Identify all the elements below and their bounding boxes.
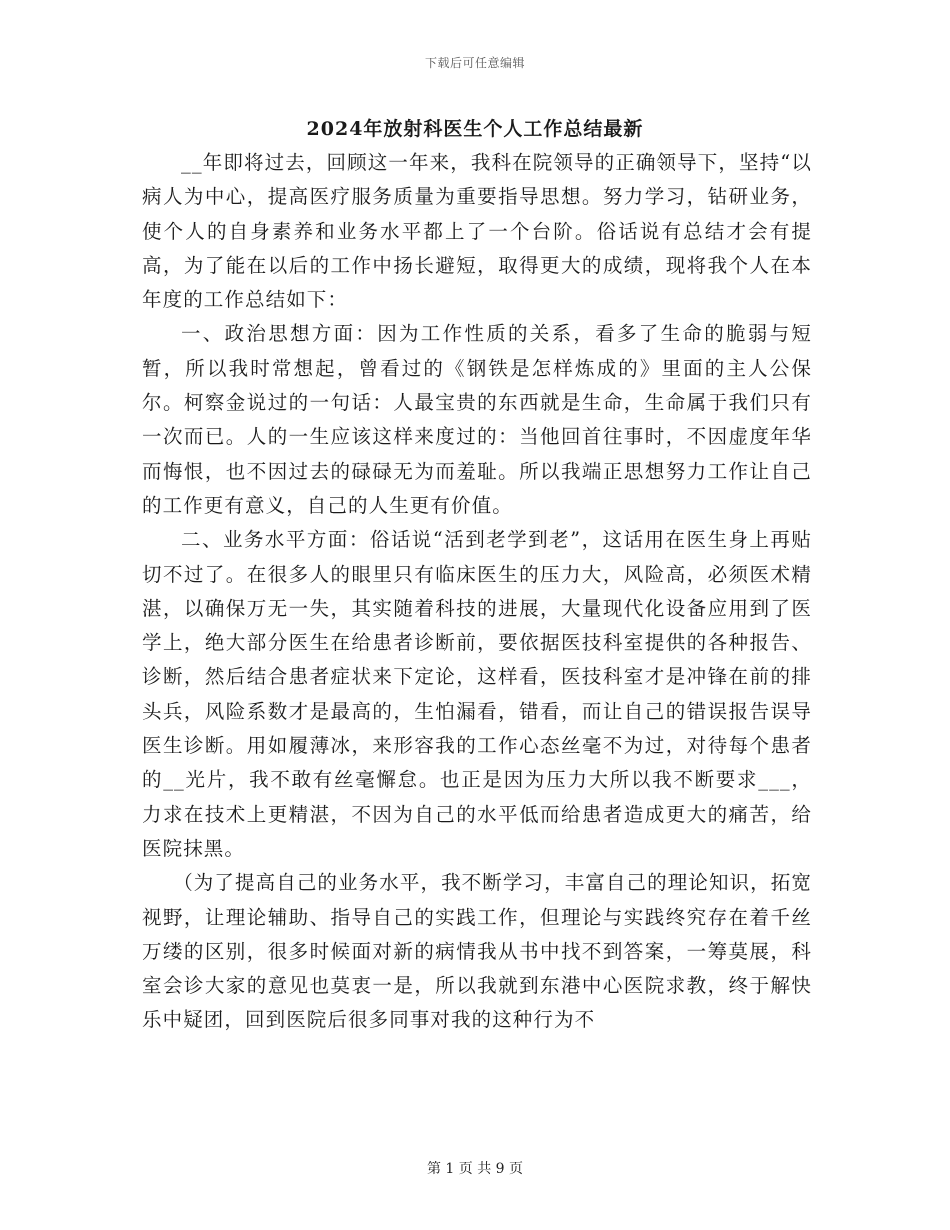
paragraph-professional: 二、业务水平方面：俗话说“活到老学到老”，这话用在医生身上再贴切不过了。在很多人的眼里只有临床医生的压力大，风险高，必须医术精湛，以确保万无一失，其实随着科技的进展，大量现代化设备应用到了医学上，绝大部分医生在给患者诊断前，要依据医技科室提供的各种报告、诊断，然后结合患者症状来下定论，这样看，医技科室才是冲锋在前的排头兵，风险系数才是最高的，生怕漏看，错看，而让自己的错误报告误导医生诊断。用如履薄冰，来形容我的工作心态丝毫不为过，对待每个患者的__光片，我不敢有丝毫懈怠。也正是因为压力大所以我不断要求___，力求在技术上更精湛，不因为自己的水平低而给患者造成更大的痛苦，给医院抹黑。: [142, 528, 812, 860]
paragraph-political: 一、政治思想方面：因为工作性质的关系，看多了生命的脆弱与短暂，所以我时常想起，曾看过的《钢铁是怎样炼成的》里面的主人公保尔。柯察金说过的一句话：人最宝贵的东西就是生命，生命属于我们只有一次而已。人的一生应该这样来度过的：当他回首往事时，不因虚度年华而悔恨，也不因过去的碌碌无为而羞耻。所以我端正思想努力工作让自己的工作更有意义，自己的人生更有价值。: [142, 322, 812, 517]
paragraph-intro: __年即将过去，回顾这一年来，我科在院领导的正确领导下，坚持“以病人为中心，提高医疗服务质量为重要指导思想。努力学习，钻研业务，使个人的自身素养和业务水平都上了一个台阶。俗话说有总结才会有提高，为了能在以后的工作中扬长避短，取得更大的成绩，现将我个人在本年度的工作总结如下：: [142, 151, 812, 312]
document-title: 2024年放射科医生个人工作总结最新: [306, 118, 644, 140]
page-header-note: 下载后可任意编辑: [424, 56, 525, 70]
page-number: 第 1 页 共 9 页: [426, 1161, 524, 1177]
document-body: [142, 146, 812, 1038]
paragraph-learning: （为了提高自己的业务水平，我不断学习，丰富自己的理论知识，拓宽视野，让理论辅助、指导自己的实践工作，但理论与实践终究存在着千丝万缕的区别，很多时候面对新的病情我从书中找不到答案，一筹莫展，科室会诊大家的意见也莫衷一是，所以我就到东港中心医院求教，终于解快乐中疑团，回到医院后很多同事对我的这种行为不: [142, 871, 812, 1032]
